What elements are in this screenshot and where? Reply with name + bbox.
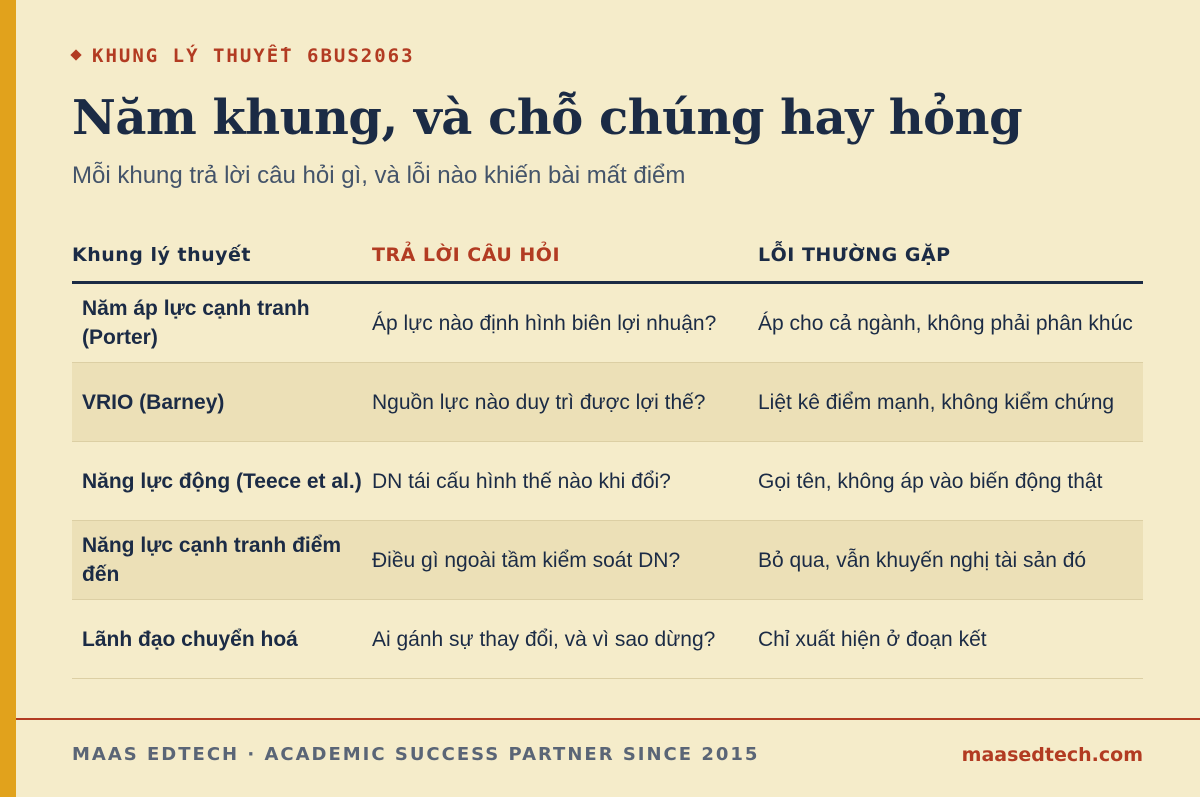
mistake-cell: Chỉ xuất hiện ở đoạn kết: [758, 627, 987, 651]
column-header-mistake: LỖI THƯỜNG GẶP: [758, 244, 951, 266]
framework-cell: Lãnh đạo chuyển hoá: [82, 627, 298, 651]
footer-divider: [16, 718, 1200, 720]
mistake-cell: Bỏ qua, vẫn khuyến nghị tài sản đó: [758, 548, 1087, 572]
table-row: [72, 363, 1143, 442]
question-cell: Nguồn lực nào duy trì được lợi thế?: [372, 390, 706, 414]
footer-brand: MAAS EDTECH · ACADEMIC SUCCESS PARTNER SINCE 2015: [72, 744, 760, 765]
framework-cell: Năm áp lực cạnh tranh (Porter): [82, 297, 310, 349]
footer-website-link[interactable]: maasedtech.com: [961, 744, 1143, 766]
frameworks-table: [72, 229, 1143, 679]
table-row: [72, 284, 1143, 363]
framework-cell: VRIO (Barney): [82, 390, 225, 414]
eyebrow-text: KHUNG LÝ THUYẾT 6BUS2063: [92, 45, 415, 67]
column-header-question: TRẢ LỜI CÂU HỎI: [372, 244, 561, 266]
mistake-cell: Gọi tên, không áp vào biến động thật: [758, 469, 1103, 493]
diamond-icon: [70, 49, 81, 60]
framework-cell: Năng lực động (Teece et al.): [82, 469, 362, 493]
eyebrow: [72, 45, 415, 67]
question-cell: Ai gánh sự thay đổi, và vì sao dừng?: [372, 627, 716, 651]
table-row: [72, 442, 1143, 521]
table-row: [72, 521, 1143, 600]
page-subtitle: Mỗi khung trả lời câu hỏi gì, và lỗi nào khiến bài mất điểm: [72, 162, 686, 189]
question-cell: Áp lực nào định hình biên lợi nhuận?: [372, 311, 717, 335]
mistake-cell: Liệt kê điểm mạnh, không kiểm chứng: [758, 390, 1115, 414]
left-accent-bar: [0, 0, 16, 797]
question-cell: DN tái cấu hình thế nào khi đổi?: [372, 469, 671, 493]
table-row: [72, 600, 1143, 679]
question-cell: Điều gì ngoài tầm kiểm soát DN?: [372, 548, 681, 572]
page-title: Năm khung, và chỗ chúng hay hỏng: [72, 90, 1023, 146]
table-header: [72, 229, 1143, 284]
framework-cell: Năng lực cạnh tranh điểm đến: [82, 534, 342, 586]
column-header-framework: Khung lý thuyết: [72, 244, 252, 266]
mistake-cell: Áp cho cả ngành, không phải phân khúc: [758, 311, 1133, 335]
